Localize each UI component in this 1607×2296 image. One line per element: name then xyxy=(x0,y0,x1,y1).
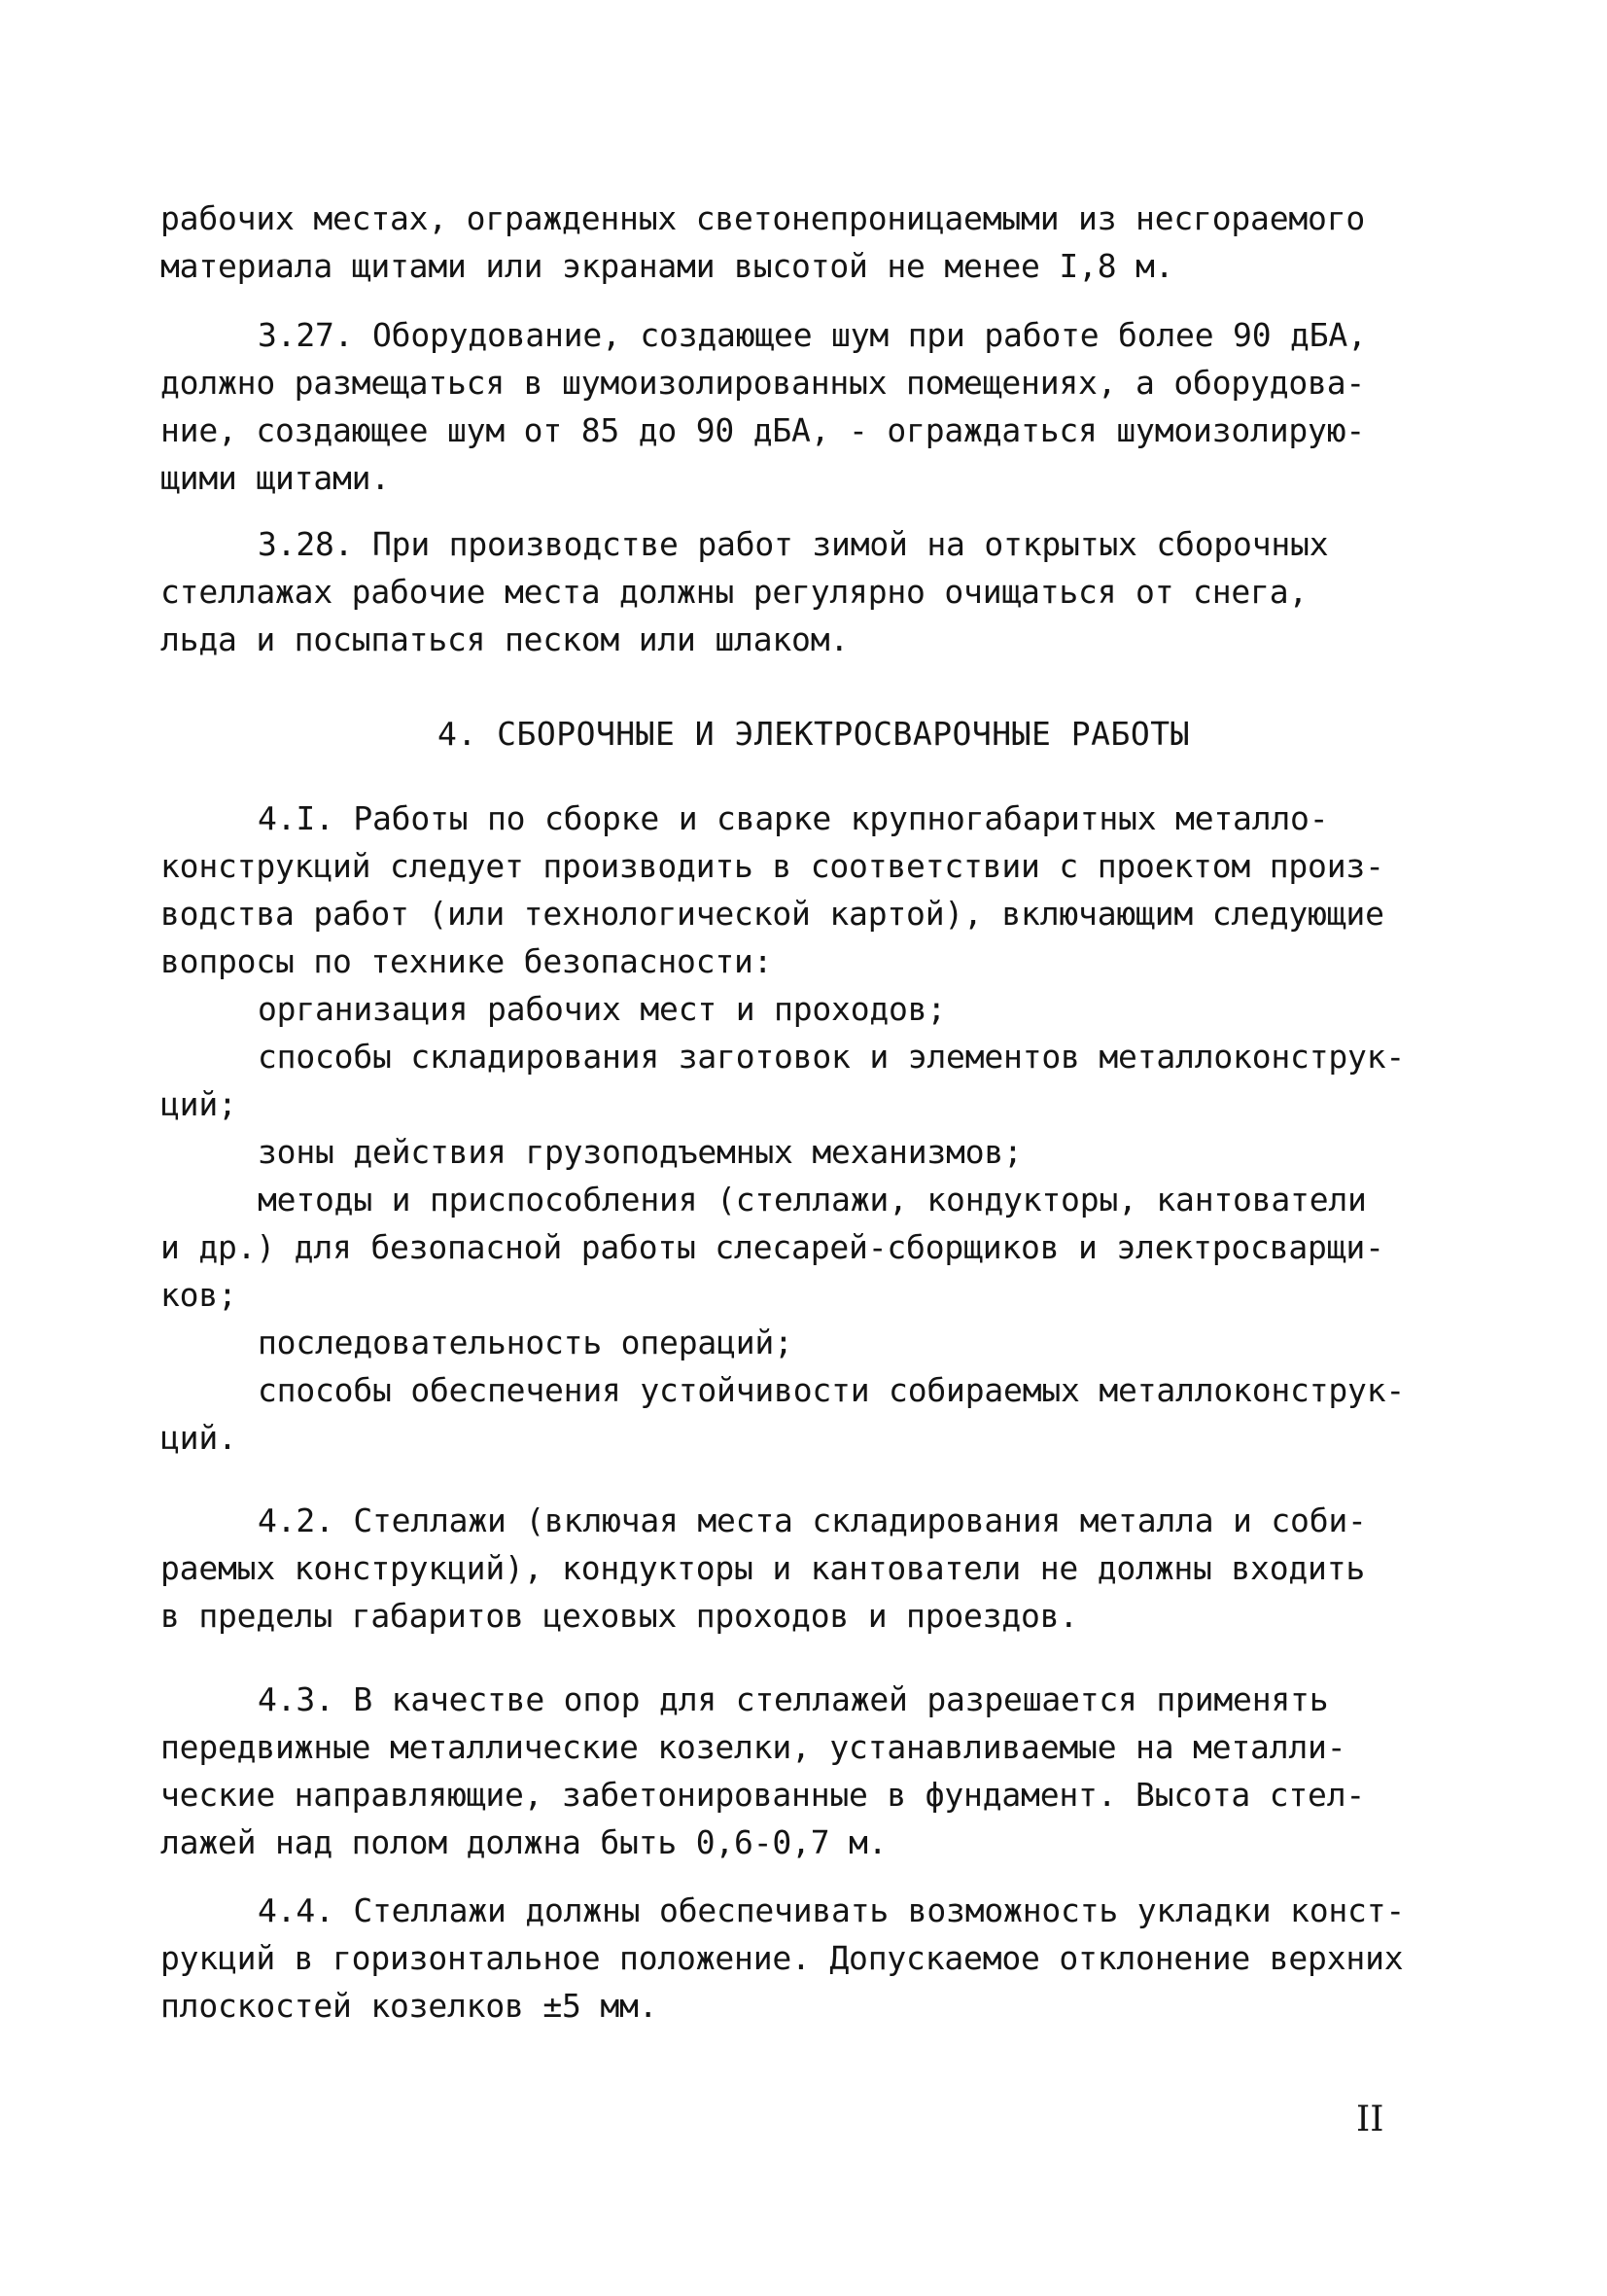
para-continued-line-1: рабочих местах, огражденных светонепроницаемыми из несгораемого xyxy=(160,199,1366,237)
list-item-2: способы складирования заготовок и элементов металлоконструк- xyxy=(258,1038,1406,1076)
list-item-4: методы и приспособления (стеллажи, кондукторы, кантователи xyxy=(258,1181,1367,1219)
para-4-4-line-3: плоскостей козелков ±5 мм. xyxy=(160,1987,658,2025)
para-4-3-line-1: 4.3. В качестве опор для стеллажей разрешается применять xyxy=(258,1680,1329,1718)
para-4-3-line-4: лажей над полом должна быть 0,6-0,7 м. xyxy=(160,1823,888,1861)
list-item-2-cont: ций; xyxy=(160,1085,237,1123)
para-3-27-line-2: должно размещаться в шумоизолированных помещениях, а оборудова- xyxy=(160,364,1366,402)
para-3-28-line-1: 3.28. При производстве работ зимой на открытых сборочных xyxy=(258,525,1329,563)
list-item-6-cont: ций. xyxy=(160,1419,237,1457)
list-item-5: последовательность операций; xyxy=(258,1324,793,1361)
para-4-1-line-4: вопросы по технике безопасности: xyxy=(160,942,773,980)
para-4-2-line-3: в пределы габаритов цеховых проходов и проездов. xyxy=(160,1597,1079,1635)
page-number: II xyxy=(1356,2100,1384,2139)
para-3-27-line-1: 3.27. Оборудование, создающее шум при работе более 90 дБА, xyxy=(258,316,1367,354)
para-4-3-line-2: передвижные металлические козелки, устанавливаемые на металли- xyxy=(160,1728,1346,1766)
para-3-27-line-4: щими щитами. xyxy=(160,459,391,497)
para-3-28-line-2: стеллажах рабочие места должны регулярно очищаться от снега, xyxy=(160,573,1309,611)
list-item-1: организация рабочих мест и проходов; xyxy=(258,990,947,1028)
para-4-1-line-3: водства работ (или технологической картой), включающим следующие xyxy=(160,895,1384,933)
list-item-4-cont-2: ков; xyxy=(160,1276,237,1314)
list-item-3: зоны действия грузоподъемных механизмов; xyxy=(258,1133,1023,1171)
para-3-28-line-3: льда и посыпаться песком или шлаком. xyxy=(160,620,850,658)
para-4-3-line-3: ческие направляющие, забетонированные в фундамент. Высота стел- xyxy=(160,1776,1366,1814)
para-4-2-line-2: раемых конструкций), кондукторы и кантователи не должны входить xyxy=(160,1549,1366,1587)
para-4-1-line-2: конструкций следует производить в соответствии с проектом произ- xyxy=(160,847,1384,885)
section-4-title: 4. СБОРОЧНЫЕ И ЭЛЕКТРОСВАРОЧНЫЕ РАБОТЫ xyxy=(437,715,1190,753)
para-4-1-line-1: 4.I. Работы по сборке и сварке крупногабаритных металло- xyxy=(258,799,1329,837)
para-continued-line-2: материала щитами или экранами высотой не менее I,8 м. xyxy=(160,247,1174,285)
para-4-4-line-1: 4.4. Стеллажи должны обеспечивать возможность укладки конст- xyxy=(258,1891,1406,1929)
para-4-4-line-2: рукций в горизонтальное положение. Допускаемое отклонение верхних xyxy=(160,1939,1404,1977)
para-4-2-line-1: 4.2. Стеллажи (включая места складирования металла и соби- xyxy=(258,1501,1367,1539)
para-3-27-line-3: ние, создающее шум от 85 до 90 дБА, - ограждаться шумоизолирую- xyxy=(160,411,1366,449)
list-item-4-cont: и др.) для безопасной работы слесарей-сборщиков и электросварщи- xyxy=(160,1228,1384,1266)
list-item-6: способы обеспечения устойчивости собираемых металлоконструк- xyxy=(258,1371,1406,1409)
